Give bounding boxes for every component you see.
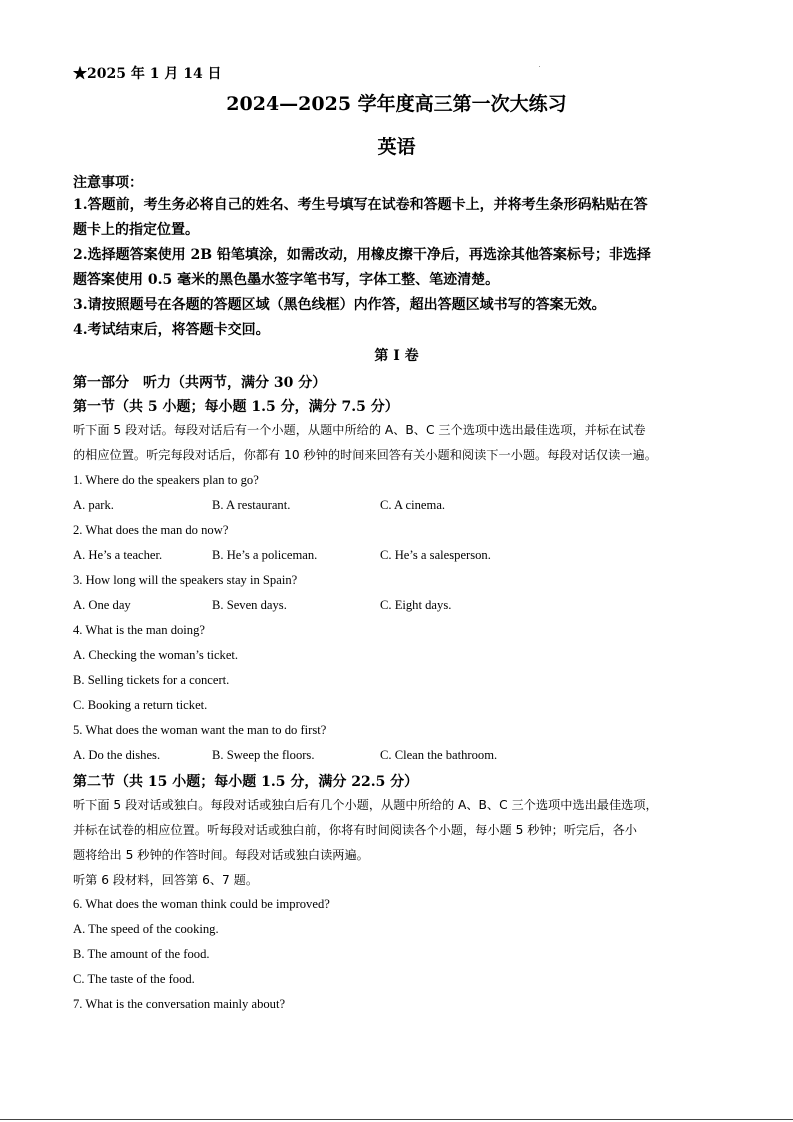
question-4-option-a: A. Checking the woman’s ticket. — [73, 648, 239, 662]
question-6-option-a: A. The speed of the cooking. — [73, 922, 219, 936]
question-3-option-b: B. Seven days. — [212, 598, 287, 612]
exam-date: ★2025 年 1 月 14 日 — [73, 66, 222, 82]
material-6-note: 听第 6 段材料，回答第 6、7 题。 — [73, 873, 259, 887]
section-1-heading: 第一节（共 5 小题；每小题 1.5 分，满分 7.5 分） — [73, 399, 399, 415]
section-2-instructions-line-2: 并标在试卷的相应位置。听每段对话或独白前，你将有时间阅读各个小题，每小题 5 秒钟；听完后，各小 — [73, 823, 637, 837]
question-5-option-c: C. Clean the bathroom. — [380, 748, 498, 762]
question-2-option-b: B. He’s a policeman. — [212, 548, 318, 562]
question-3-option-c: C. Eight days. — [380, 598, 452, 612]
part-1-heading: 第一部分 听力（共两节，满分 30 分） — [73, 375, 327, 391]
exam-title: 2024—2025 学年度高三第一次大练习 — [226, 93, 567, 115]
notice-item-3: 3.请按照题号在各题的答题区域（黑色线框）内作答，超出答题区域书写的答案无效。 — [73, 297, 606, 313]
section-2-instructions-line-1: 听下面 5 段对话或独白。每段对话或独白后有几个小题，从题中所给的 A、B、C 三个选项中选出最佳选项， — [73, 798, 658, 812]
question-3-stem: 3. How long will the speakers stay in Spain? — [73, 573, 298, 587]
notice-item-1-line-2: 题卡上的指定位置。 — [73, 222, 199, 238]
question-3-option-a: A. One day — [73, 598, 131, 612]
question-1-option-b: B. A restaurant. — [212, 498, 291, 512]
question-5-stem: 5. What does the woman want the man to do first? — [73, 723, 327, 737]
section-1-instructions-line-1: 听下面 5 段对话。每段对话后有一个小题，从题中所给的 A、B、C 三个选项中选出最佳选项，并标在试卷 — [73, 423, 646, 437]
question-4-option-b: B. Selling tickets for a concert. — [73, 673, 230, 687]
question-7-stem: 7. What is the conversation mainly about? — [73, 997, 286, 1011]
notice-item-1-line-1: 1.答题前，考生务必将自己的姓名、考生号填写在试卷和答题卡上，并将考生条形码粘贴在答 — [73, 197, 648, 213]
section-2-instructions-line-3: 题将给出 5 秒钟的作答时间。每段对话或独白读两遍。 — [73, 848, 369, 862]
notice-item-2-line-2: 题答案使用 0.5 毫米的黑色墨水签字笔书写，字体工整、笔迹清楚。 — [73, 272, 500, 288]
notice-heading: 注意事项： — [73, 175, 143, 191]
notice-item-2-line-1: 2.选择题答案使用 2B 铅笔填涂，如需改动，用橡皮擦干净后，再选涂其他答案标号；非选择 — [73, 247, 651, 263]
question-1-option-a: A. park. — [73, 498, 114, 512]
volume-heading: 第 I 卷 — [374, 348, 419, 364]
question-6-option-b: B. The amount of the food. — [73, 947, 210, 961]
scan-speck — [539, 66, 540, 67]
section-1-instructions-line-2: 的相应位置。听完每段对话后，你都有 10 秒钟的时间来回答有关小题和阅读下一小题。每段对话仅读一遍。 — [73, 448, 657, 462]
question-1-stem: 1. Where do the speakers plan to go? — [73, 473, 259, 487]
question-6-stem: 6. What does the woman think could be improved? — [73, 897, 330, 911]
question-5-option-b: B. Sweep the floors. — [212, 748, 315, 762]
question-5-option-a: A. Do the dishes. — [73, 748, 161, 762]
page-bottom-rule — [0, 1119, 793, 1120]
question-2-option-c: C. He’s a salesperson. — [380, 548, 491, 562]
subject-title: 英语 — [377, 136, 416, 158]
notice-item-4: 4.考试结束后，将答题卡交回。 — [73, 322, 270, 338]
question-4-stem: 4. What is the man doing? — [73, 623, 205, 637]
section-2-heading: 第二节（共 15 小题；每小题 1.5 分，满分 22.5 分） — [73, 774, 419, 790]
question-1-option-c: C. A cinema. — [380, 498, 446, 512]
question-2-option-a: A. He’s a teacher. — [73, 548, 163, 562]
question-4-option-c: C. Booking a return ticket. — [73, 698, 208, 712]
question-6-option-c: C. The taste of the food. — [73, 972, 195, 986]
question-2-stem: 2. What does the man do now? — [73, 523, 229, 537]
